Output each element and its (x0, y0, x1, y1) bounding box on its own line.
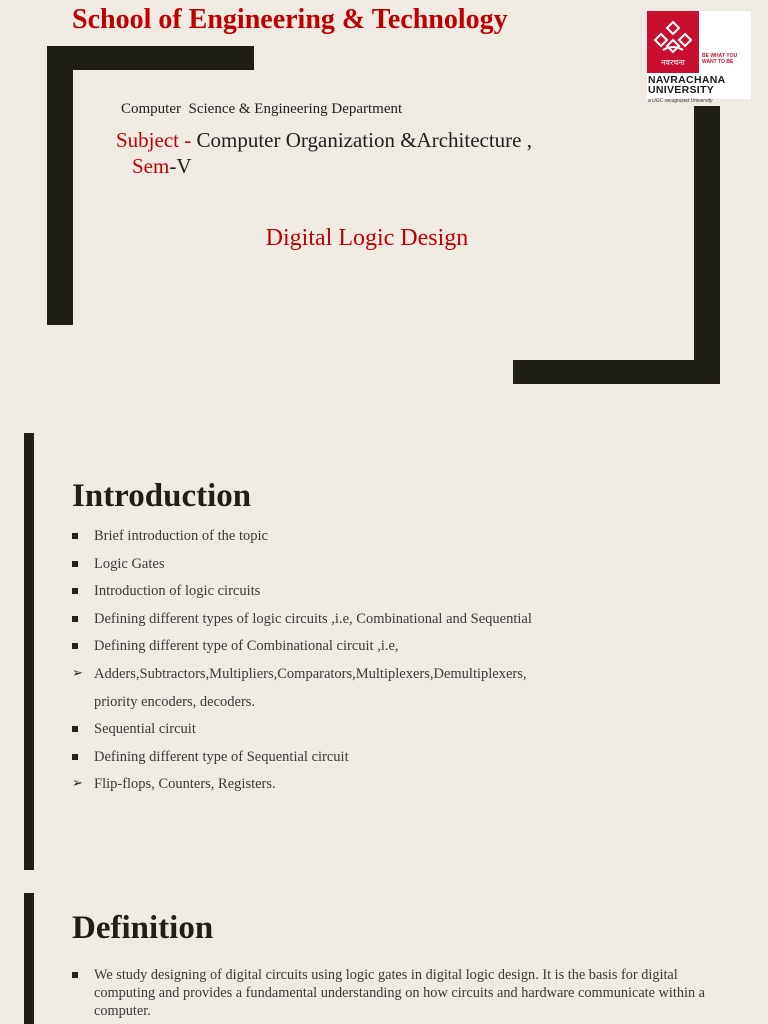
list-item-text: Defining different type of Sequential circuit (94, 748, 349, 765)
arrow-bullet-icon: ➢ (72, 665, 83, 681)
list-item (72, 525, 752, 553)
list-item (72, 691, 752, 719)
subject-label: Subject - (116, 128, 197, 152)
definition-text: We study designing of digital circuits using logic gates in digital logic design. It is the basis for digital computing and provides a fundamental understanding on how circuits and hardware communicate within a computer. (94, 967, 706, 1019)
list-item (72, 635, 752, 663)
square-bullet-icon (72, 533, 78, 539)
semester-line (132, 154, 192, 179)
frame-top-left-horizontal (47, 46, 254, 70)
square-bullet-icon (72, 616, 78, 622)
department-label: Computer Science & Engineering Department (121, 101, 403, 117)
list-item (72, 773, 752, 801)
logo-emblem-icon (647, 11, 699, 73)
topic-title: Digital Logic Design (265, 225, 469, 251)
logo-subtitle: a UGC recognized University (648, 98, 713, 104)
introduction-slide (0, 410, 768, 870)
introduction-heading: Introduction (72, 478, 252, 514)
svg-text:नवरचना: नवरचना (661, 58, 685, 67)
definition-item (72, 966, 734, 1020)
list-item (72, 746, 752, 774)
list-item-text: Introduction of logic circuits (94, 583, 261, 600)
list-item-text: priority encoders, decoders. (94, 693, 256, 710)
definition-heading: Definition (72, 910, 214, 946)
square-bullet-icon (72, 972, 78, 978)
list-item (72, 580, 752, 608)
list-item-text: Defining different types of logic circuits ,i.e, Combinational and Sequential (94, 610, 532, 627)
university-logo (647, 11, 751, 104)
introduction-list (72, 525, 752, 801)
square-bullet-icon (72, 754, 78, 760)
list-item (72, 718, 752, 746)
subject-line (116, 128, 532, 153)
subject-value: Computer Organization &Architecture , (196, 128, 532, 152)
square-bullet-icon (72, 588, 78, 594)
frame-bottom-right-horizontal (513, 360, 720, 384)
school-title: School of Engineering & Technology (72, 4, 508, 35)
logo-tagline: BE WHAT YOU WANT TO BE (702, 53, 738, 65)
list-item-text: Logic Gates (94, 555, 165, 572)
semester-label: Sem (132, 154, 170, 178)
list-item (72, 663, 752, 691)
arrow-bullet-icon: ➢ (72, 776, 83, 792)
logo-name-line2: UNIVERSITY (648, 84, 715, 96)
square-bullet-icon (72, 726, 78, 732)
list-item-text: Brief introduction of the topic (94, 528, 268, 544)
square-bullet-icon (72, 643, 78, 649)
list-item-text: Defining different type of Combinational circuit ,i.e, (94, 638, 399, 655)
list-item (72, 608, 752, 636)
logo-name (648, 75, 750, 95)
title-slide (0, 0, 768, 400)
slide-accent-bar (24, 893, 34, 1024)
definition-slide (0, 870, 768, 1024)
slide-accent-bar (24, 433, 34, 870)
square-bullet-icon (72, 561, 78, 567)
list-item (72, 553, 752, 581)
list-item-text: Adders,Subtractors,Multipliers,Comparators,Multiplexers,Demultiplexers, (94, 665, 527, 682)
semester-value: -V (169, 154, 192, 178)
list-item-text: Sequential circuit (94, 721, 196, 738)
list-item-text: Flip-flops, Counters, Registers. (94, 776, 276, 793)
frame-top-left-vertical (47, 46, 73, 325)
logo-name-line1: NAVRACHANA (648, 74, 726, 86)
